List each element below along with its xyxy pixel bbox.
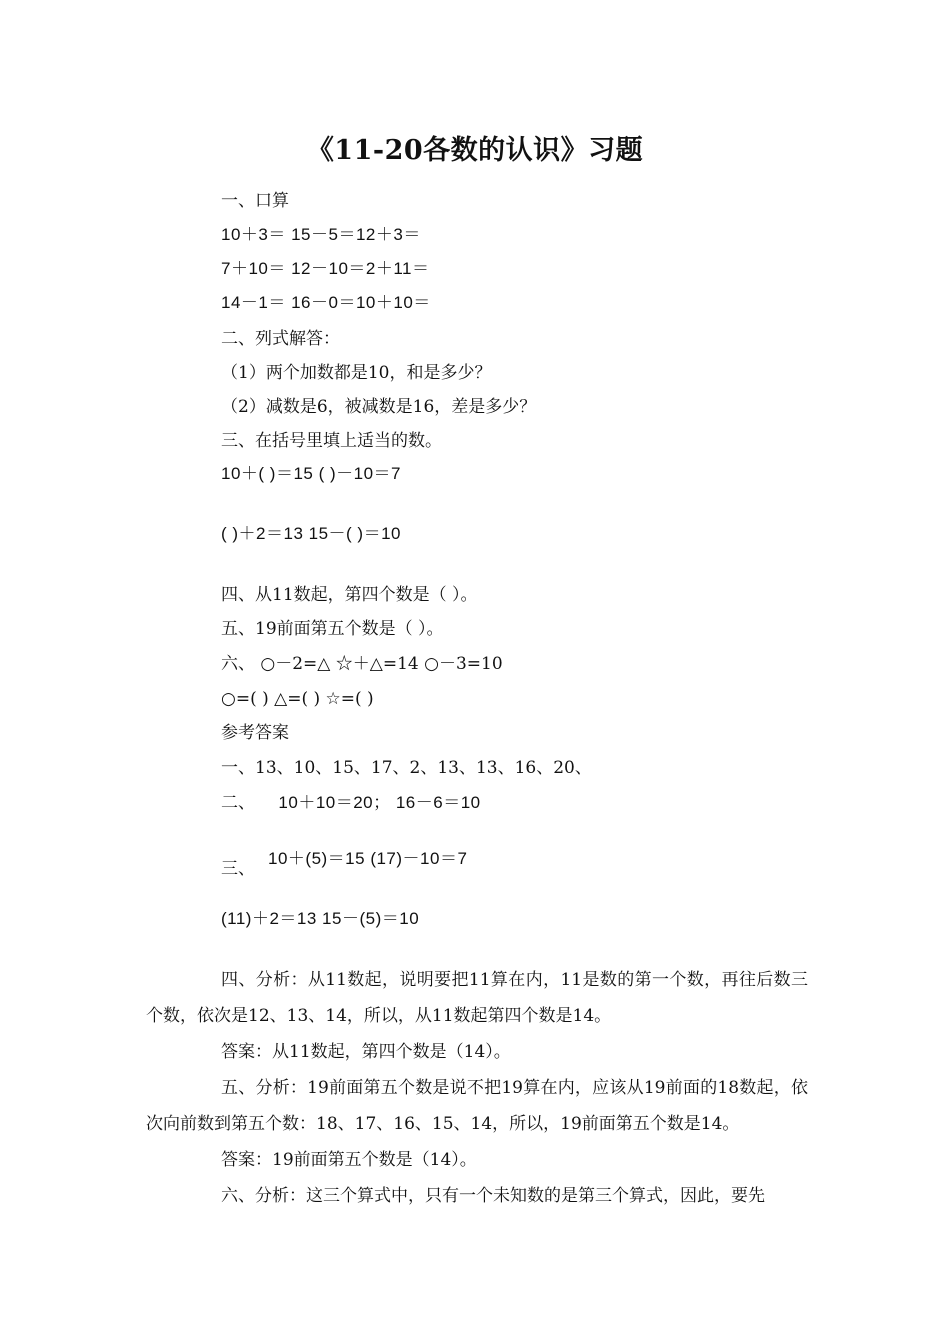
answer-2 xyxy=(221,792,481,814)
answer-2-label: 二、 xyxy=(221,793,255,813)
oral-calc-row-1: 10＋3＝ 15－5＝12＋3＝ xyxy=(221,225,421,244)
fill-blank-row-1: 10＋( )＝15 ( )－10＝7 xyxy=(221,464,401,483)
section4-question: 四、从11数起，第四个数是（ ）。 xyxy=(221,585,478,605)
section3-heading: 三、在括号里填上适当的数。 xyxy=(221,431,442,451)
answer-4-analysis: 四、分析：从11数起，说明要把11算在内，11是数的第一个数，再往后数三个数，依次是12、13、14，所以，从11数起第四个数是14。 xyxy=(146,970,808,1026)
answer-5-answer: 答案：19前面第五个数是（14）。 xyxy=(221,1150,477,1170)
answers-heading: 参考答案 xyxy=(221,723,289,743)
section6-row-1: 六、 ○－2=△ ☆＋△=14 ○－3=10 xyxy=(221,654,503,674)
document-title: 《11-20各数的认识》习题 xyxy=(306,135,644,166)
oral-calc-row-3: 14－1＝ 16－0＝10＋10＝ xyxy=(221,293,431,312)
answer-3-label: 三、 xyxy=(221,859,255,879)
section2-heading: 二、列式解答： xyxy=(221,329,340,349)
section2-question-2: （2）减数是6，被减数是16，差是多少？ xyxy=(221,397,537,417)
answer-6-analysis: 六、分析：这三个算式中，只有一个未知数的是第三个算式，因此，要先 xyxy=(221,1186,765,1206)
answer-2-equations: 10＋10＝20； 16－6＝10 xyxy=(278,793,481,812)
answer-1: 一、13、10、15、17、2、13、13、16、20、 xyxy=(221,758,592,778)
answer-3-row-2: (11)＋2＝13 15－(5)＝10 xyxy=(221,909,420,928)
section5-question: 五、19前面第五个数是（ ）。 xyxy=(221,619,444,639)
oral-calc-row-2: 7＋10＝ 12－10＝2＋11＝ xyxy=(221,259,430,278)
section2-question-1: （1）两个加数都是10，和是多少？ xyxy=(221,363,492,383)
answer-3-row-1: 10＋(5)＝15 (17)－10＝7 xyxy=(268,849,468,868)
section1-heading: 一、口算 xyxy=(221,191,289,211)
answer-4-answer: 答案：从11数起，第四个数是（14）。 xyxy=(221,1042,511,1062)
answer-5-analysis: 五、分析：19前面第五个数是说不把19算在内，应该从19前面的18数起，依次向前数到第五个数：18、17、16、15、14，所以，19前面第五个数是14。 xyxy=(146,1078,808,1134)
section6-row-2: ○=( ) △=( ) ☆=( ) xyxy=(221,689,374,709)
fill-blank-row-2: ( )＋2＝13 15－( )＝10 xyxy=(221,524,401,543)
